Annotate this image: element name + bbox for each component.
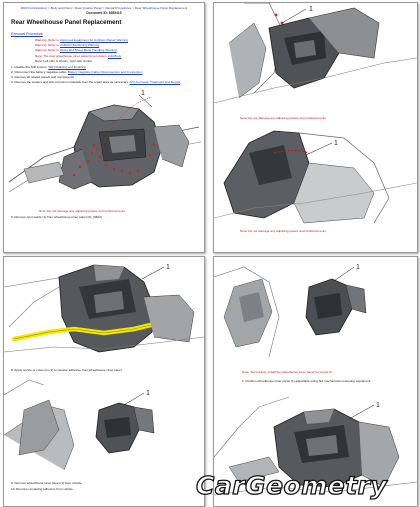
manual-page-2: [213, 2, 418, 253]
document-id: Document ID: 8355415: [86, 11, 122, 15]
figure-note-bottom: Note: Do not damage any adjoining panels and reinforcements.: [240, 229, 327, 233]
callout-number: 1: [334, 140, 338, 147]
step-4: [11, 80, 180, 84]
step-8: 8. Apply nozzle or cross pin (1) to release adhesive from wheelhouse inner panel.: [11, 368, 123, 372]
callout-number: 1: [356, 264, 360, 271]
page-title: Rear Wheelhouse Panel Replacement: [11, 19, 122, 26]
note-text: Note: The rear wheelhouse inner panel is not shown.: [35, 54, 109, 58]
step-number: 1.: [11, 65, 14, 69]
breadcrumb[interactable]: 2020 Ford Explorer > Body and Paint > Rear Quarter Panel > Repair Procedures > Rear Wheelhouse Panel Replacement: [20, 6, 188, 10]
step-number: 3.: [11, 75, 14, 79]
warning-link[interactable]: Glass and Sheet Metal Handling Warning: [60, 48, 117, 52]
step-text: Remove all related panels and components.: [14, 75, 75, 79]
step-text: Remove the sealers and anti-corrosion materials from the repair area as necessary.: [14, 80, 130, 84]
manual-page-4: [213, 256, 418, 507]
manual-page-1: [3, 2, 205, 253]
callout-number: 1: [376, 402, 380, 409]
step-1: [11, 65, 86, 69]
note-link[interactable]: Add Body: [108, 54, 122, 58]
note-side: Note: Left side is shown, right side similar.: [35, 59, 93, 63]
warning-link[interactable]: Collision Sectioning Warning: [60, 43, 100, 47]
warning-text: Warning: Refer to: [35, 48, 60, 52]
watermark-logo: CarGeometry: [196, 471, 388, 500]
callout-number: 1: [146, 390, 150, 397]
figure-note-top: Note: Do not damage any adjoining panels and reinforcements.: [240, 116, 327, 120]
section-link-removal[interactable]: Removal Procedure: [11, 32, 43, 36]
warning-line: [35, 38, 128, 42]
step-10: 10. Remove remaining adhesive from vehicle.: [11, 487, 74, 491]
manual-page-3: [3, 256, 205, 507]
step-link[interactable]: Anti-Corrosion Treatment and Repair: [129, 80, 181, 84]
callout-number: 1: [141, 90, 145, 97]
warning-link[interactable]: Approved Equipment for Collision Repair Warning: [59, 38, 128, 42]
callout-number: 1: [166, 264, 170, 271]
wheelhouse-weld-figure-top: [214, 3, 417, 115]
warning-line: [35, 48, 117, 52]
step-3: [11, 75, 75, 79]
step-2: [11, 70, 142, 74]
figure-note: Note: Do not damage any adjoining panels and reinforcements.: [39, 209, 126, 213]
step-text: Disable the SIR system.: [14, 65, 49, 69]
adhesive-release-figure: [4, 257, 204, 365]
note-line: [35, 54, 121, 58]
step-number: 2.: [11, 70, 14, 74]
warning-text: Warning: Refer to: [35, 38, 60, 42]
wheelhouse-weld-figure-bottom: [214, 123, 417, 226]
step-text: Disconnect the battery negative cable.: [14, 70, 68, 74]
warning-text: Warning: Refer to: [35, 43, 60, 47]
warning-line: [35, 43, 99, 47]
step-1: 1. Position wheelhouse inner panel (1) adjustable using 3rd mechanical measuring equipment.: [242, 379, 372, 383]
figure-note: Note: Temporarily, install the wheelhouse inner panel for proper fit.: [242, 370, 333, 374]
wheelhouse-removal-figure: [4, 87, 204, 207]
step-number: 4.: [11, 80, 14, 84]
callout-number: 1: [309, 6, 313, 13]
step-5: 5. Remove spot welds (1) from wheelhouse inner panel (2), [3824]: [11, 215, 102, 219]
step-9: 9. Remove wheelhouse inner panel (1) from vehicle.: [11, 481, 83, 485]
fit-check-figure: [214, 257, 417, 369]
step-link[interactable]: Battery Negative Cable Disconnection and Connection: [67, 70, 143, 74]
wheelhouse-removed-figure: [4, 375, 204, 477]
step-link[interactable]: SIR Disabling and Enabling: [48, 65, 87, 69]
